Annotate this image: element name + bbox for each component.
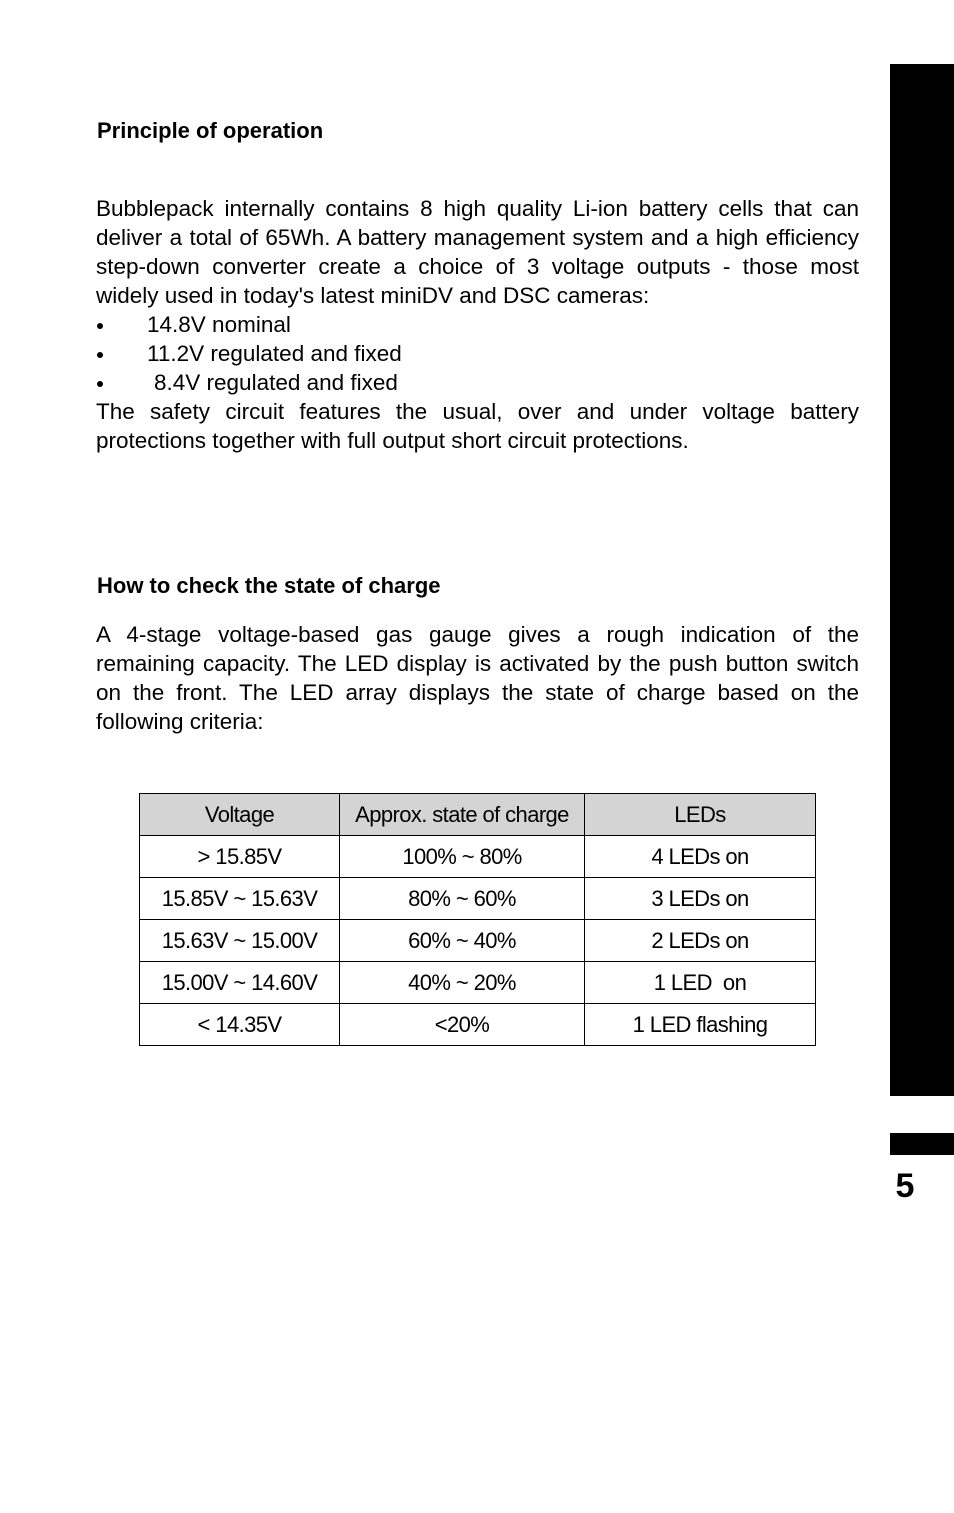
table-cell: <20% [340,1004,585,1046]
table-cell: > 15.85V [140,836,340,878]
table-cell: 60% ~ 40% [340,920,585,962]
table-row [140,836,816,878]
table-cell: 4 LEDs on [585,836,816,878]
page-number: 5 [895,1167,915,1205]
side-thumb-bar [890,64,954,1096]
column-header-voltage: Voltage [140,794,340,836]
table-row [140,920,816,962]
table-cell: 3 LEDs on [585,878,816,920]
principle-body [96,194,859,455]
table-cell: 15.63V ~ 15.00V [140,920,340,962]
table-cell: 15.00V ~ 14.60V [140,962,340,1004]
voltage-output-list [96,310,859,397]
list-item: 14.8V nominal [96,310,859,339]
column-header-leds: LEDs [585,794,816,836]
table-cell: 1 LED on [585,962,816,1004]
list-item: 8.4V regulated and fixed [96,368,859,397]
principle-intro: Bubblepack internally contains 8 high quality Li-ion battery cells that can deliver a total of 65Wh. A battery management system and a high efficiency step-down converter create a choice of 3 voltage outputs - those most widely used in today's latest miniDV and DSC cameras: [96,196,859,308]
table-cell: 80% ~ 60% [340,878,585,920]
table-cell: 1 LED flashing [585,1004,816,1046]
table-header-row [140,794,816,836]
charge-table [139,793,816,1046]
table-row [140,1004,816,1046]
table-cell: 2 LEDs on [585,920,816,962]
section-heading-principle: Principle of operation [97,118,324,143]
table-row [140,962,816,1004]
list-item: 11.2V regulated and fixed [96,339,859,368]
section-heading-charge: How to check the state of charge [97,573,441,598]
table-cell: < 14.35V [140,1004,340,1046]
column-header-state-of-charge: Approx. state of charge [340,794,585,836]
table-cell: 40% ~ 20% [340,962,585,1004]
table-cell: 15.85V ~ 15.63V [140,878,340,920]
charge-table-container [139,793,816,1046]
table-cell: 100% ~ 80% [340,836,585,878]
principle-closing: The safety circuit features the usual, over and under voltage battery protections together with full output short circuit protections. [96,399,859,453]
table-row [140,878,816,920]
side-page-tab [890,1133,954,1155]
charge-body: A 4-stage voltage-based gas gauge gives a rough indication of the remaining capacity. The LED display is activated by the push button switch on the front. The LED array displays the state of charge based on the following criteria: [96,622,859,734]
